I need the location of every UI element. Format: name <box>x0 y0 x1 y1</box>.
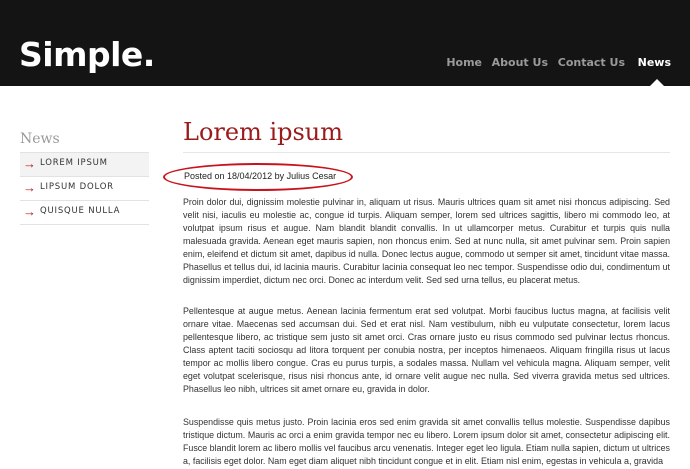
sidebar-item-quisque-nulla[interactable] <box>20 201 149 225</box>
post-paragraph: Suspendisse quis metus justo. Proin lacinia eros sed enim gravida sit amet convallis tellus molestie. Suspendisse dapibus tristique dictum. Mauris ac orci a enim gravida tempor nec eu libero. Lorem ipsum dolor sit amet, consectetur adipiscing elit. Fusce blandit lorem ac libero mollis vel faucibus arcu venenatis. Integer eget leo ligula. Etiam nulla sapien, dictum ut ultrices a, facilisis eget dolor. Nam eget diam aliquet nibh tincidunt congue et in elit. Etiam nisl enim, egestas in vehicula a, gravida <box>183 417 670 466</box>
arrow-right-icon: → <box>23 180 36 195</box>
active-nav-pointer <box>650 79 664 86</box>
title-divider <box>183 152 670 153</box>
sidebar-item-label: LOREM IPSUM <box>40 158 108 168</box>
post-paragraph: Pellentesque at augue metus. Aenean lacinia fermentum erat sed volutpat. Morbi faucibus luctus magna, at facilisis velit ornare vitae. Maecenas sed accumsan dui. Sed et erat nisl. Nam vestibulum, nibh eu vulputate consectetur, lorem lacus pellentesque libero, ac tristique sem justo sit amet orci. Cras ornare justo eu risus commodo sed pulvinar lectus rhoncus. Class aptent taciti sociosqu ad litora torquent per conubia nostra, per inceptos himenaeos. Aliquam fringilla risus ut lacus tempor ac mollis libero congue. Cras eu purus turpis, a sodales massa. Nullam vel vehicula magna. Aliquam semper, velit eget volutpat scelerisque, risus nisi rhoncus ante, id ornare velit augue nec nulla. Sed viverra gravida metus sed ultrices. Phasellus leo nibh, ultrices sit amet ornare eu, gravida in dolor. <box>183 306 670 394</box>
nav-contact-us[interactable]: Contact Us <box>557 56 625 69</box>
arrow-right-icon: → <box>23 204 36 219</box>
nav-about-us[interactable]: About Us <box>491 56 548 69</box>
post-paragraph: Proin dolor dui, dignissim molestie pulvinar in, aliquam ut risus. Mauris ultrices quam sit amet nisi rhoncus adipiscing. Sed velit nisi, iaculis eu molestie ac, congue id turpis. Aliquam semper, lorem sed ultrices sagittis, libero mi commodo leo, at volutpat ipsum risus et augue. Nam blandit blandit convallis. In ut ullamcorper metus. Curabitur et turpis quis nulla malesuada gravida. Aenean eget mauris sapien, non rhoncus enim. Sed at nunc nulla, sit amet pulvinar sem. Proin sapien enim, eleifend et dictum sit amet, dapibus id nulla. Donec lectus augue, commodo ut semper sit amet, tincidunt vitae massa. Phasellus et tellus dui, id lacinia mauris. Curabitur lacinia consequat leo nec tempor. Suspendisse odio dui, condimentum ut dignissim imperdiet, dictum nec orci. Donec ac interdum velit. Sed sed urna tellus, eu placerat metus. <box>183 197 670 285</box>
nav-home[interactable]: Home <box>446 56 482 69</box>
site-logo[interactable]: Simple. <box>19 35 155 74</box>
site-header <box>0 0 690 86</box>
nav-news[interactable]: News <box>637 56 671 69</box>
arrow-right-icon: → <box>23 156 36 171</box>
sidebar-item-lipsum-dolor[interactable] <box>20 177 149 201</box>
sidebar-item-lorem-ipsum[interactable] <box>20 152 149 177</box>
sidebar-item-label: LIPSUM DOLOR <box>40 182 114 192</box>
sidebar-title: News <box>20 131 60 147</box>
post-title: Lorem ipsum <box>183 118 344 146</box>
sidebar-list <box>20 152 149 225</box>
sidebar-item-label: QUISQUE NULLA <box>40 206 121 216</box>
post-meta: Posted on 18/04/2012 by Julius Cesar <box>184 171 337 181</box>
